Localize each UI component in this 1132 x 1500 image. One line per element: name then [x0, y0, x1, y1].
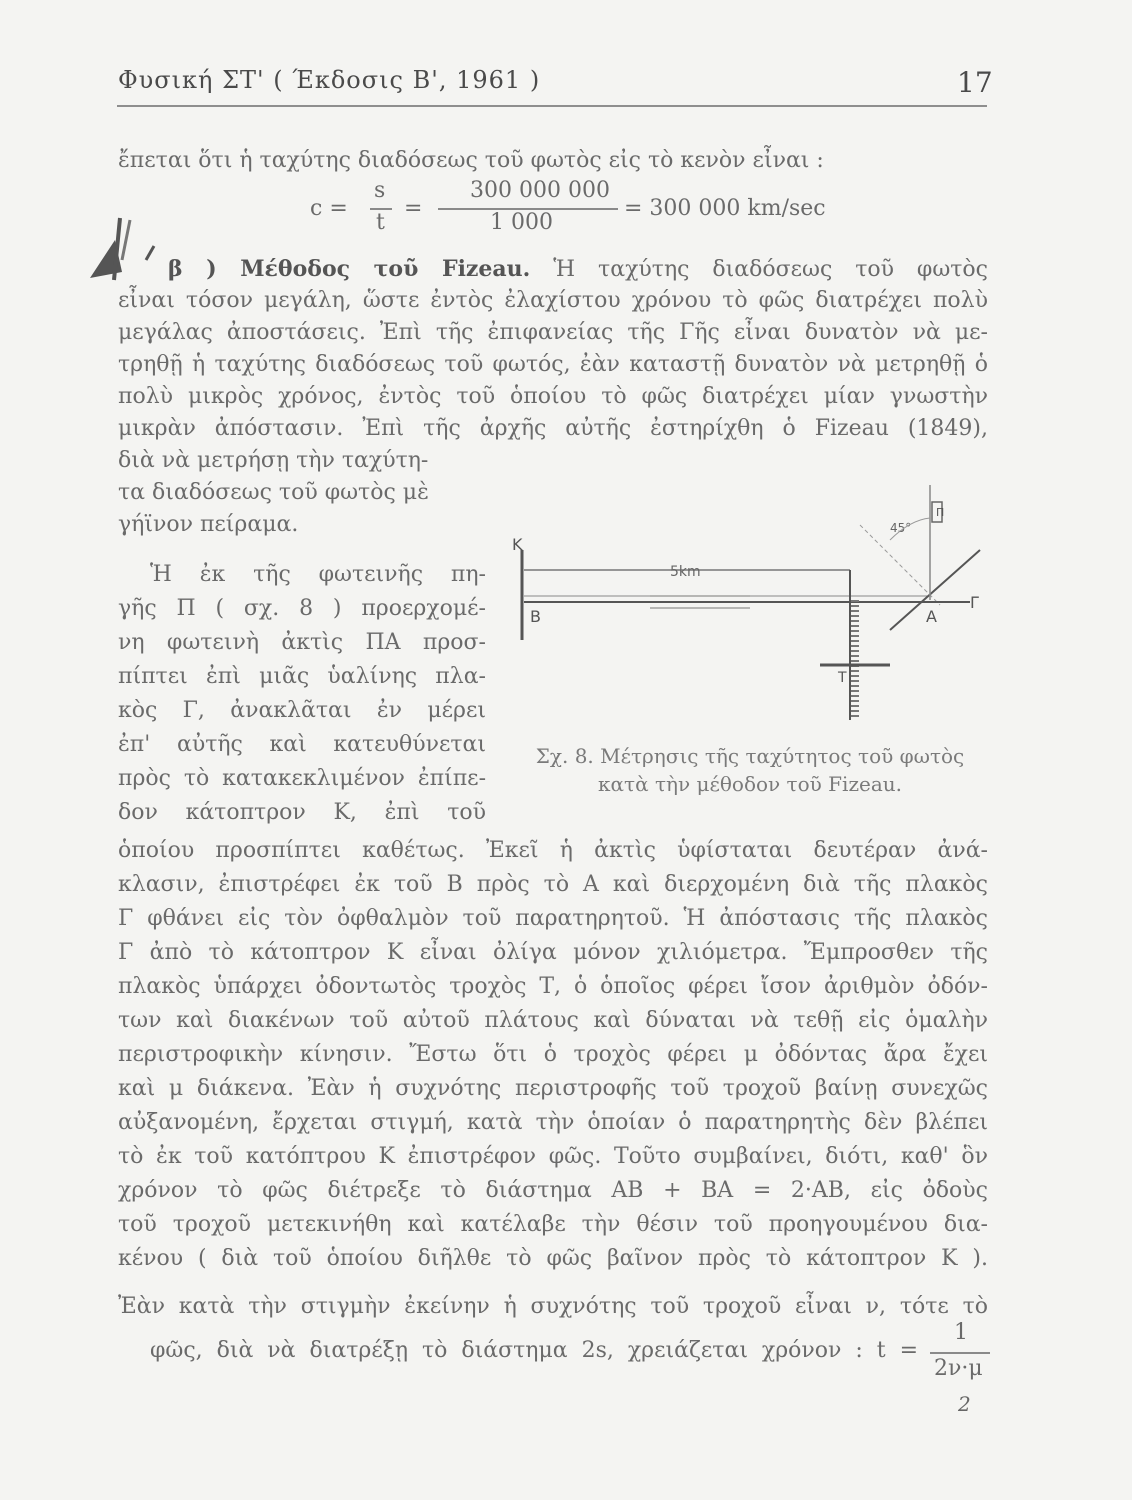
section-line-5: μικρὰν ἀπόστασιν. Ἐπὶ τῆς ἀρχῆς αὐτῆς ἐστηρίχθη ὁ Fizeau (1849), [118, 416, 988, 441]
section-line-7: τα διαδόσεως τοῦ φωτὸς μὲ [118, 480, 429, 505]
full-line-1: κλασιν, ἐπιστρέφει ἐκ τοῦ Β πρὸς τὸ Α καὶ διερχομένη διὰ τῆς πλακὸς [118, 872, 988, 897]
full-line-3: Γ ἀπὸ τὸ κάτοπτρον Κ εἶναι ὀλίγα μόνον χιλιόμετρα. Ἔμπροσθεν τῆς [118, 940, 988, 965]
full-line-13: Ἐὰν κατὰ τὴν στιγμὴν ἐκείνην ἡ συχνότης τοῦ τροχοῦ εἶναι ν, τότε τὸ [118, 1294, 988, 1319]
section-first-line [168, 254, 988, 285]
column-line-6: πρὸς τὸ κατακεκλιμένον ἐπίπε- [118, 766, 486, 791]
running-header: Φυσική ΣΤ' ( Έκδοσις Β', 1961 ) [118, 66, 541, 94]
fizeau-apparatus-figure [500, 470, 990, 740]
full-line-6: περιστροφικὴν κίνησιν. Ἔστω ὅτι ὁ τροχὸς φέρει μ ὀδόντας ἄρα ἔχει [118, 1042, 988, 1067]
formula-eq: = [404, 196, 423, 221]
intro-line: ἔπεται ὅτι ἡ ταχύτης διαδόσεως τοῦ φωτὸς εἰς τὸ κενὸν εἶναι : [118, 148, 824, 173]
label-p: Π [936, 506, 945, 519]
full-line-12: κένου ( διὰ τοῦ ὁποίου διῆλθε τὸ φῶς βαῖνον πρὸς τὸ κάτοπτρον Κ ). [118, 1246, 988, 1271]
formula-result: = 300 000 km/sec [624, 196, 826, 221]
fraction-time-denominator: 2ν·μ [934, 1356, 983, 1381]
figure-caption [510, 742, 990, 798]
column-line-4: κὸς Γ, ἀνακλᾶται ἐν μέρει [118, 698, 486, 723]
full-line-0: ὁποίου προσπίπτει καθέτως. Ἐκεῖ ἡ ἀκτὶς ὑφίσταται δευτέραν ἀνά- [118, 838, 988, 863]
full-line-7: καὶ μ διάκενα. Ἐὰν ἡ συχνότης περιστροφῆς τοῦ τροχοῦ βαίνῃ συνεχῶς [118, 1076, 988, 1101]
full-line-11: τοῦ τροχοῦ μετεκινήθη καὶ κατέλαβε τὴν θέσιν τοῦ προηγουμένου δια- [118, 1212, 988, 1237]
label-angle: 45° [890, 521, 912, 535]
margin-pencil-mark-icon [80, 210, 160, 290]
section-line-2: μεγάλας ἀποστάσεις. Ἐπὶ τῆς ἐπιφανείας τῆς Γῆς εἶναι δυνατὸν νὰ με- [118, 320, 988, 345]
label-b: Β [530, 607, 541, 626]
label-a: Α [926, 607, 937, 626]
full-line-4: πλακὸς ὑπάρχει ὀδοντωτὸς τροχὸς Τ, ὁ ὁποῖος φέρει ἴσον ἀριθμὸν ὀδόν- [118, 974, 988, 999]
page-number: 17 [957, 66, 993, 99]
formula-denominator: 1 000 [490, 210, 553, 235]
column-line-3: πίπτει ἐπὶ μιᾶς ὑαλίνης πλα- [118, 664, 486, 689]
caption-line-2: κατὰ τὴν μέθοδον τοῦ Fizeau. [598, 772, 902, 796]
section-heading: β ) Μέθοδος τοῦ Fizeau. [168, 256, 531, 282]
full-line-5: των καὶ διακένων τοῦ αὐτοῦ πλάτους καὶ δύναται νὰ τεθῇ εἰς ὁμαλὴν [118, 1008, 988, 1033]
section-line-8: γήϊνον πείραμα. [118, 512, 299, 537]
section-line-4: πολὺ μικρὸς χρόνος, ἐντὸς τοῦ ὁποίου τὸ φῶς διατρέχει μίαν γνωστὴν [118, 384, 988, 409]
section-line-3: τρηθῇ ἡ ταχύτης διαδόσεως τοῦ φωτός, ἐὰν καταστῇ δυνατὸν νὰ μετρηθῇ ὁ [118, 352, 988, 377]
column-line-5: ἐπ' αὐτῆς καὶ κατευθύνεται [118, 732, 486, 757]
full-line-9: τὸ ἐκ τοῦ κατόπτρου Κ ἐπιστρέφον φῶς. Τοῦτο συμβαίνει, διότι, καθ' ὃν [118, 1144, 988, 1169]
section-line-6: διὰ νὰ μετρήσῃ τὴν ταχύτη- [118, 448, 429, 473]
formula-numerator: 300 000 000 [470, 178, 610, 203]
label-t: Τ [838, 670, 847, 686]
full-line-14: φῶς, διὰ νὰ διατρέξῃ τὸ διάστημα 2s, χρειάζεται χρόνον : t = [150, 1338, 918, 1363]
label-g: Γ [970, 593, 979, 612]
formula-c [310, 178, 830, 238]
section-line-1: εἶναι τόσον μεγάλη, ὥστε ἐντὸς ἐλαχίστου χρόνου τὸ φῶς διατρέχει πολὺ [118, 288, 988, 313]
footer-signature-mark: 2 [958, 1392, 971, 1416]
fraction-time-bar [930, 1352, 990, 1354]
full-line-10: χρόνον τὸ φῶς διέτρεξε τὸ διάστημα ΑΒ + ΒΑ = 2·ΑΒ, εἰς ὀδοὺς [118, 1178, 988, 1203]
header-rule [117, 105, 987, 107]
column-line-0: Ἡ ἐκ τῆς φωτεινῆς πη- [150, 562, 486, 587]
section-line-0: Ἡ ταχύτης διαδόσεως τοῦ φωτὸς [553, 257, 988, 282]
column-line-2: νη φωτεινὴ ἀκτὶς ΠΑ προσ- [118, 630, 486, 655]
label-distance: 5km [670, 564, 701, 580]
formula-lhs: c = [310, 196, 348, 221]
formula-s: s [374, 178, 386, 203]
fraction-time-numerator: 1 [954, 1320, 968, 1345]
fraction-time [930, 1320, 990, 1390]
label-k: Κ [512, 535, 523, 554]
full-line-2: Γ φθάνει εἰς τὸν ὀφθαλμὸν τοῦ παρατηρητοῦ. Ἡ ἀπόστασις τῆς πλακὸς [118, 906, 988, 931]
formula-t: t [376, 210, 385, 235]
column-line-7: δον κάτοπτρον Κ, ἐπὶ τοῦ [118, 800, 486, 825]
column-line-1: γῆς Π ( σχ. 8 ) προερχομέ- [118, 596, 486, 621]
full-line-8: αὐξανομένη, ἔρχεται στιγμή, κατὰ τὴν ὁποίαν ὁ παρατηρητὴς δὲν βλέπει [118, 1110, 988, 1135]
caption-line-1: Σχ. 8. Μέτρησις τῆς ταχύτητος τοῦ φωτὸς [535, 744, 965, 768]
